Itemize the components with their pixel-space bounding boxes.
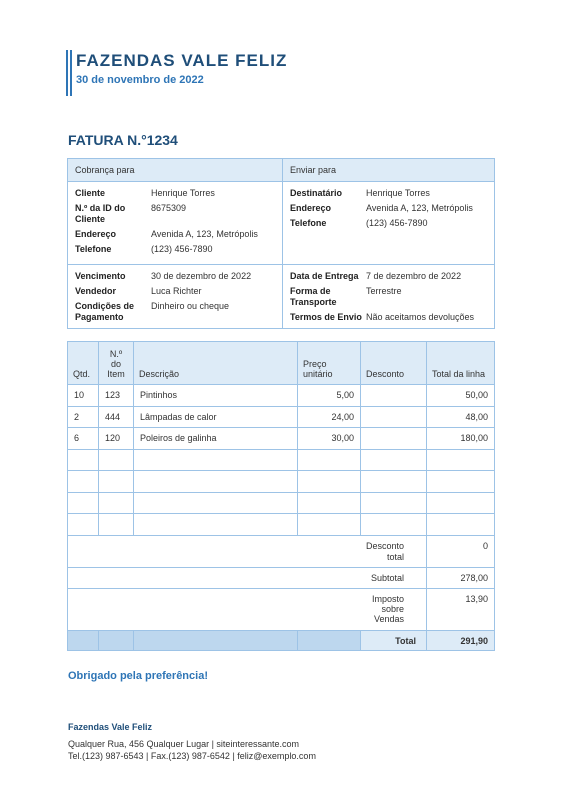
subtotal-value: 278,00 [427,567,495,589]
invoice-header [66,50,287,96]
shipping-heading: Enviar para [283,159,495,182]
billing-row: N.º da ID do Cliente 8675309 [75,203,187,224]
terms-row: Forma de Transporte Terrestre [290,286,402,307]
terms-row: Termos de Envio Não aceitamos devoluções [290,312,475,322]
invoice-date: 30 de novembro de 2022 [76,74,204,86]
billing-row: Endereço Avenida A, 123, Metrópolis [75,229,258,239]
terms-row: Vencimento 30 de dezembro de 2022 [75,271,252,281]
col-description: Descrição [134,342,298,385]
billing-details [68,182,283,265]
discount-total-value: 0 [427,535,495,567]
subtotal-row [68,567,495,589]
billing-heading: Cobrança para [68,159,283,182]
table-row: 6 120 Poleiros de galinha 30,00 180,00 [68,428,495,450]
discount-total-row [68,535,495,567]
terms-row: Data de Entrega 7 de dezembro de 2022 [290,271,462,281]
line-items-table [67,341,495,651]
col-discount: Desconto [361,342,427,385]
col-line-total: Total da linha [427,342,495,385]
billing-row: Cliente Henrique Torres [75,188,215,198]
terms-row: Condições de Pagamento Dinheiro ou cheque [75,301,230,322]
tax-row [68,589,495,631]
discount-total-label: Desconto total [365,540,404,562]
col-qty: Qtd. [68,342,99,385]
tax-label: Imposto sobre Vendas [371,594,404,624]
company-name: FAZENDAS VALE FELIZ [76,51,288,70]
thank-you-message: Obrigado pela preferência! [68,670,208,682]
table-row: 10 123 Pintinhos 5,00 50,00 [68,385,495,407]
subtotal-label: Subtotal [68,567,427,589]
empty-row [68,492,495,514]
total-row [68,631,495,651]
table-row: 2 444 Lâmpadas de calor 24,00 48,00 [68,406,495,428]
empty-row [68,449,495,471]
terms-right [283,265,495,329]
shipping-row: Destinatário Henrique Torres [290,188,430,198]
total-value: 291,90 [427,631,495,651]
billing-row: Telefone (123) 456-7890 [75,244,213,254]
footer [68,721,316,762]
total-label: Total [361,631,427,651]
tax-value: 13,90 [427,589,495,631]
terms-left [68,265,283,329]
billing-shipping-table [67,158,495,329]
footer-contact: Tel.(123) 987-6543 | Fax.(123) 987-6542 | feliz@exemplo.com [68,751,316,761]
terms-row: Vendedor Luca Richter [75,286,202,296]
col-item-number: N.º do Item [99,342,134,385]
empty-row [68,514,495,536]
invoice-title: FATURA N.°1234 [68,132,178,148]
shipping-details [283,182,495,265]
footer-company-name: Fazendas Vale Feliz [68,722,153,732]
empty-row [68,471,495,493]
col-unit-price: Preço unitário [298,342,361,385]
footer-address: Qualquer Rua, 456 Qualquer Lugar | siteinteressante.com [68,739,299,749]
shipping-row: Telefone (123) 456-7890 [290,218,428,228]
shipping-row: Endereço Avenida A, 123, Metrópolis [290,203,473,213]
